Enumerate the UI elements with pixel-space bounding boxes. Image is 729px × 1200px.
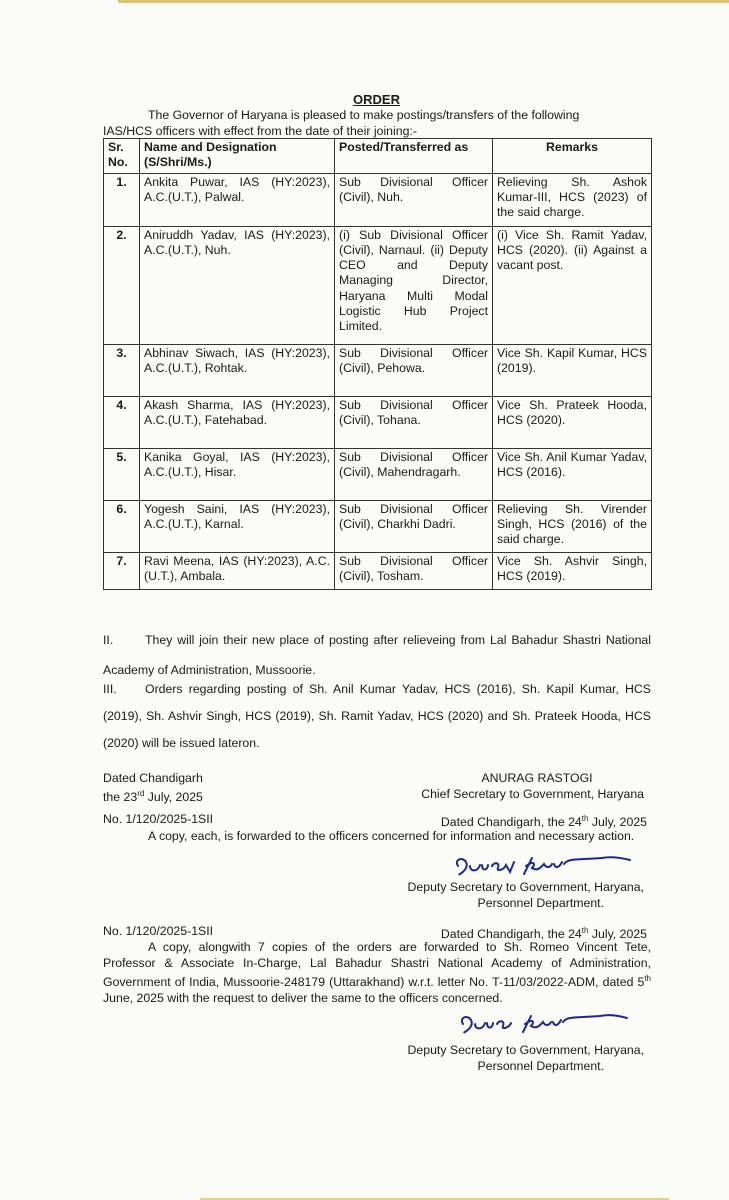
posted-cell: Sub Divisional Officer (Civil), Tosham. (335, 552, 493, 589)
paragraph-iii (103, 676, 651, 757)
postings-table (103, 138, 652, 590)
sr-no-cell: 4. (104, 396, 140, 448)
remarks-cell: Vice Sh. Prateek Hooda, HCS (2020). (493, 396, 652, 448)
posted-cell: Sub Divisional Officer (Civil), Pehowa. (335, 344, 493, 396)
copy1-sig-line1: Deputy Secretary to Government, Haryana, (407, 880, 644, 894)
signatory-block (380, 770, 644, 802)
intro-line-2: IAS/HCS officers with effect from the date of their joining:- (103, 124, 417, 138)
sr-no-cell: 6. (104, 500, 140, 552)
paragraph-ii-text: They will join their new place of posting after relieveing from Lal Bahadur Shastri National Academy of Administration, Mussoorie. (103, 633, 651, 677)
dated-date: the 23rd July, 2025 (103, 789, 203, 805)
name-cell: Ankita Puwar, IAS (HY:2023), A.C.(U.T.), Palwal. (140, 173, 335, 226)
table-row (104, 173, 652, 226)
header-sr-no: Sr. No. (104, 139, 140, 174)
signatory-designation: Chief Secretary to Government, Haryana (421, 787, 644, 801)
sr-no-cell: 7. (104, 552, 140, 589)
paragraph-iii-text: Orders regarding posting of Sh. Anil Kumar Yadav, HCS (2016), Sh. Kapil Kumar, HCS (2019), Sh. Ashvir Singh, HCS (2019), Sh. Ramit Yadav, HCS (2020) and Sh. Prateek Hooda, HCS (2020) will be issued lateron. (103, 682, 651, 750)
sr-no-cell: 1. (104, 173, 140, 226)
table-row (104, 552, 652, 589)
copy1-date: Dated Chandigarh, the 24th July, 2025 (440, 814, 647, 830)
copy1-header (103, 811, 651, 830)
table-row (104, 226, 652, 344)
copy2-sig-line2: Personnel Department. (477, 1059, 604, 1073)
sr-no-cell: 5. (104, 448, 140, 500)
remarks-cell: Relieving Sh. Ashok Kumar-III, HCS (2023) of the said charge. (493, 173, 652, 226)
remarks-cell: Vice Sh. Kapil Kumar, HCS (2019). (493, 344, 652, 396)
remarks-cell: Vice Sh. Ashvir Singh, HCS (2019). (493, 552, 652, 589)
sr-no-cell: 2. (104, 226, 140, 344)
posted-cell: Sub Divisional Officer (Civil), Mahendragarh. (335, 448, 493, 500)
order-title: ORDER (353, 92, 400, 107)
posted-cell: Sub Divisional Officer (Civil), Tohana. (335, 396, 493, 448)
copy2-header (103, 923, 651, 942)
name-cell: Abhinav Siwach, IAS (HY:2023), A.C.(U.T.), Rohtak. (140, 344, 335, 396)
dated-block (103, 770, 203, 805)
copy1-signature-block (370, 879, 644, 911)
name-cell: Ravi Meena, IAS (HY:2023), A.C.(U.T.), Ambala. (140, 552, 335, 589)
intro-line-1: The Governor of Haryana is pleased to make postings/transfers of the following (148, 108, 580, 122)
table-row (104, 448, 652, 500)
paragraph-ii-number: II. (103, 633, 114, 647)
name-cell: Aniruddh Yadav, IAS (HY:2023), A.C.(U.T.), Nuh. (140, 226, 335, 344)
intro-paragraph (103, 107, 651, 139)
copy1-text: A copy, each, is forwarded to the officers concerned for information and necessary action. (148, 829, 635, 843)
sr-no-cell: 3. (104, 344, 140, 396)
table-header-row (104, 139, 652, 174)
posted-cell: Sub Divisional Officer (Civil), Nuh. (335, 173, 493, 226)
header-name-designation: Name and Designation (S/Shri/Ms.) (140, 139, 335, 174)
header-remarks: Remarks (493, 139, 652, 174)
table-row (104, 500, 652, 552)
header-posted-transferred: Posted/Transferred as (335, 139, 493, 174)
remarks-cell: Relieving Sh. Virender Singh, HCS (2016) of the said charge. (493, 500, 652, 552)
name-cell: Kanika Goyal, IAS (HY:2023), A.C.(U.T.), Hisar. (140, 448, 335, 500)
copy2-text: A copy, alongwith 7 copies of the orders are forwarded to Sh. Romeo Vincent Tete, Professor & Associate In-Charge, Lal Bahadur Shastri National Academy of Administration, Government of India, Mussoorie-248179 (Uttarakhand) w.r.t. letter No. T-11/03/2022-ADM, dated 5th June, 2025 with the request to deliver the same to the officers concerned. (103, 940, 651, 1006)
signatory-name: ANURAG RASTOGI (481, 771, 593, 785)
copy2-date: Dated Chandigarh, the 24th July, 2025 (440, 926, 647, 942)
copy2-number: No. 1/120/2025-1SII (103, 924, 214, 938)
copy1-sig-line2: Personnel Department. (477, 896, 604, 910)
name-cell: Akash Sharma, IAS (HY:2023), A.C.(U.T.), Fatehabad. (140, 396, 335, 448)
table-row (104, 344, 652, 396)
paragraph-iii-number: III. (103, 682, 117, 696)
copy2-signature-block (370, 1042, 644, 1074)
posted-cell: Sub Divisional Officer (Civil), Charkhi Dadri. (335, 500, 493, 552)
posted-cell: (i) Sub Divisional Officer (Civil), Narnaul. (ii) Deputy CEO and Deputy Managing Director, Haryana Multi Modal Logistic Hub Project Limited. (335, 226, 493, 344)
remarks-cell: Vice Sh. Anil Kumar Yadav, HCS (2016). (493, 448, 652, 500)
signature-2-icon (455, 1010, 635, 1042)
name-cell: Yogesh Saini, IAS (HY:2023), A.C.(U.T.), Karnal. (140, 500, 335, 552)
dated-place: Dated Chandigarh (103, 771, 203, 785)
paper-edge-top (118, 0, 729, 3)
copy2-sig-line1: Deputy Secretary to Government, Haryana, (407, 1043, 644, 1057)
remarks-cell: (i) Vice Sh. Ramit Yadav, HCS (2020). (ii) Against a vacant post. (493, 226, 652, 344)
table-row (104, 396, 652, 448)
copy1-number: No. 1/120/2025-1SII (103, 812, 214, 826)
